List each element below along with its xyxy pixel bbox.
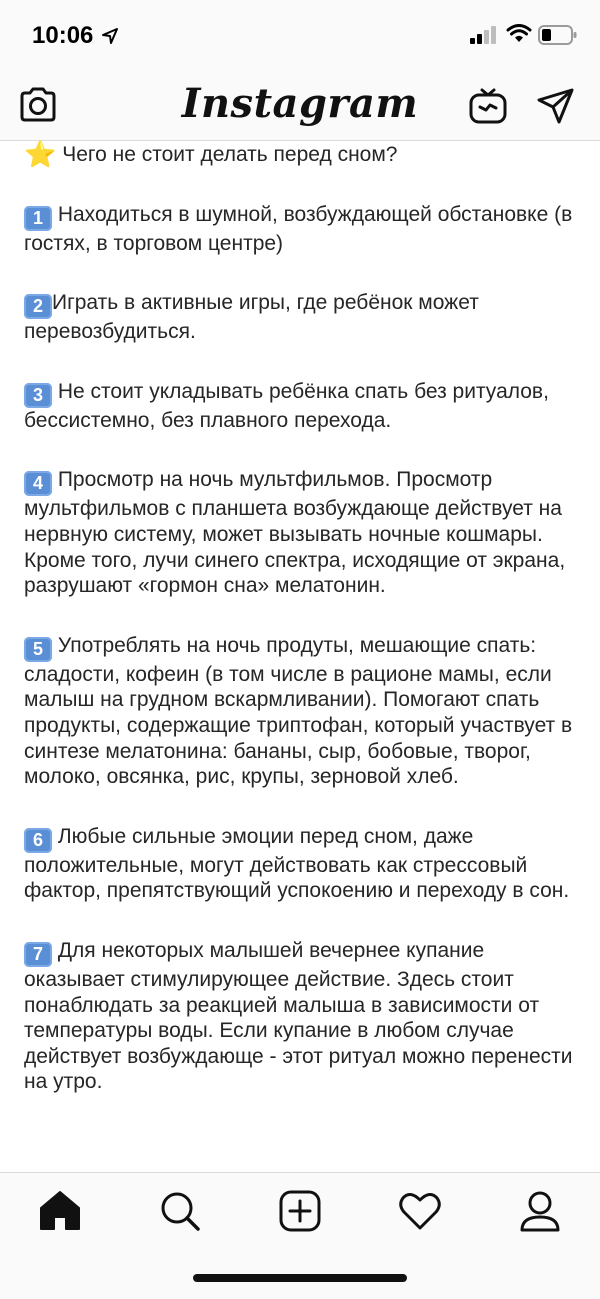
number-keycap-emoji: 2	[24, 294, 52, 319]
caption-paragraph	[24, 633, 580, 790]
caption-text: Не стоит укладывать ребёнка спать без ритуалов, бессистемно, без плавного перехода.	[24, 379, 555, 432]
direct-message-icon[interactable]	[536, 86, 576, 126]
number-keycap-emoji: 1	[24, 206, 52, 231]
post-caption	[24, 140, 580, 1170]
number-keycap-emoji: 5	[24, 637, 52, 662]
caption-paragraph	[24, 824, 580, 904]
igtv-icon[interactable]	[468, 86, 508, 126]
number-keycap-emoji: 4	[24, 471, 52, 496]
caption-paragraph	[24, 202, 580, 257]
caption-paragraph	[24, 290, 580, 345]
caption-paragraph	[24, 142, 580, 168]
caption-text: Употреблять на ночь продуты, мешающие спать: сладости, кофеин (в том числе в рационе мамы, если малыш на грудном вскармливании). Помогают спать продукты, содержащие триптофан, который участвует в синтезе мелатонина: бананы, сыр, бобовые, творог, молоко, овсянка, рис, крупы, зерновой хлеб.	[24, 633, 578, 789]
caption-text: Любые сильные эмоции перед сном, даже положительные, могут действовать как стрессовый фактор, препятствующий успокоению и переходу в сон.	[24, 824, 570, 903]
status-time: 10:06	[32, 22, 94, 49]
wifi-icon	[506, 24, 532, 44]
caption-text: Играть в активные игры, где ребёнок может перевозбудиться.	[24, 291, 485, 344]
search-icon[interactable]	[158, 1189, 202, 1233]
star-emoji-icon: ⭐	[24, 140, 57, 169]
caption-text: Для некоторых малышей вечернее купание оказывает стимулирующее действие. Здесь стоит понаблюдать за реакцией малыша в зависимости от температуры воды. Если купание в любом случае действует возбуждающе - этот ритуал можно перенести на утро.	[24, 938, 579, 1094]
caption-text: Находиться в шумной, возбуждающей обстановке (в гостях, в торговом центре)	[24, 202, 579, 255]
caption-text: Чего не стоит делать перед сном?	[56, 143, 398, 166]
caption-text: Просмотр на ночь мультфильмов. Просмотр мультфильмов с планшета возбуждающе действует на нервную систему, может вызывать ночные кошмары. Кроме того, лучи синего спектра, исходящие от экрана, разрушают «гормон сна» мелатонин.	[24, 468, 571, 598]
caption-paragraph	[24, 379, 580, 434]
location-arrow-icon	[102, 28, 118, 44]
activity-heart-icon[interactable]	[398, 1189, 442, 1233]
home-indicator[interactable]	[193, 1274, 407, 1282]
new-post-icon[interactable]	[278, 1189, 322, 1233]
home-icon[interactable]	[38, 1189, 82, 1233]
status-bar	[0, 0, 600, 72]
caption-paragraph	[24, 938, 580, 1095]
top-navigation-bar	[0, 72, 600, 141]
number-keycap-emoji: 3	[24, 383, 52, 408]
number-keycap-emoji: 7	[24, 942, 52, 967]
instagram-logo: Instagram	[181, 80, 419, 127]
cellular-signal-icon	[470, 26, 498, 44]
battery-icon	[538, 24, 578, 46]
profile-icon[interactable]	[518, 1189, 562, 1233]
caption-paragraph	[24, 467, 580, 598]
number-keycap-emoji: 6	[24, 828, 52, 853]
